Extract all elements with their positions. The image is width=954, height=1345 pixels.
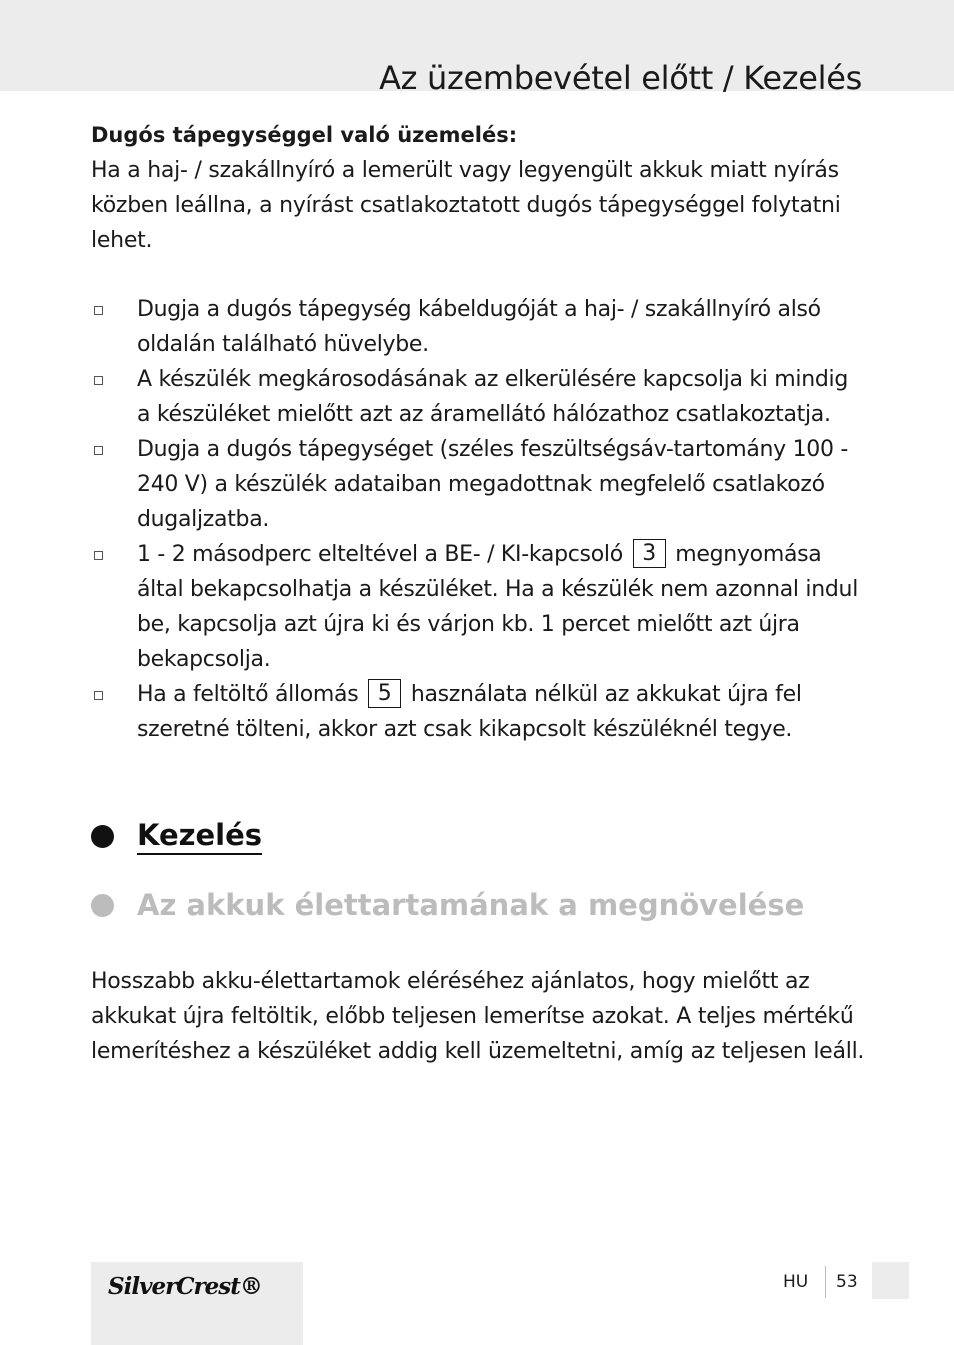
list-item-text-before: Ha a feltöltő állomás (137, 682, 359, 707)
list-item-text-after: használata nélkül az akkukat újra fel szeretné tölteni, akkor azt csak kikapcsolt készüléknél tegye. (137, 682, 802, 742)
page-number: 53 (836, 1272, 858, 1292)
brand-logo: SilverCrest® (108, 1273, 262, 1300)
page-title: Az üzembevétel előtt / Kezelés (379, 59, 862, 98)
footer-divider (825, 1266, 826, 1298)
list-item (91, 432, 866, 537)
checkbox-bullet-icon (94, 306, 103, 315)
section-subheading: Dugós tápegységgel való üzemelés: (91, 123, 518, 147)
checkbox-bullet-icon (94, 446, 103, 455)
part-reference-badge: 5 (368, 679, 401, 708)
battery-life-heading (91, 888, 804, 922)
part-reference-badge: 3 (633, 539, 666, 568)
language-code: HU (783, 1272, 809, 1292)
footer-tab-marker (872, 1262, 909, 1299)
operation-heading (91, 818, 262, 855)
list-item (91, 677, 866, 747)
instruction-list (91, 292, 866, 747)
page-header (0, 0, 954, 98)
list-item-text-after: megnyomása által bekapcsolhatja a készüléket. Ha a készülék nem azonnal indul be, kapcsolja azt újra ki és várjon kb. 1 percet mielőtt azt újra bekapcsolja. (137, 542, 859, 672)
list-item-text: A készülék megkárosodásának az elkerülésére kapcsolja ki mindig a készüléket mielőtt azt az áramellátó hálózathoz csatlakoztatja. (137, 367, 849, 427)
checkbox-bullet-icon (94, 691, 103, 700)
list-item (91, 537, 866, 677)
list-item-text-before: 1 - 2 másodperc elteltével a BE- / KI-kapcsoló (137, 542, 623, 567)
battery-life-heading-label: Az akkuk élettartamának a megnövelése (137, 888, 805, 922)
brand-logo-box (91, 1262, 303, 1345)
list-item-text: Dugja a dugós tápegység kábeldugóját a haj- / szakállnyíró alsó oldalán található hüvelybe. (137, 297, 821, 357)
checkbox-bullet-icon (94, 551, 103, 560)
checkbox-bullet-icon (94, 376, 103, 385)
bullet-dot-icon (91, 894, 114, 917)
list-item (91, 362, 866, 432)
battery-life-paragraph: Hosszabb akku-élettartamok eléréséhez ajánlatos, hogy mielőtt az akkukat újra feltöltik, előbb teljesen lemerítse azokat. A teljes mértékű lemerítéshez a készüléket addig kell üzemeltetni, amíg az teljesen leáll. (91, 969, 865, 1064)
list-item-text: Dugja a dugós tápegységet (széles feszültségsáv-tartomány 100 - 240 V) a készülék adataiban megadottnak megfelelő csatlakozó dugaljzatba. (137, 437, 849, 532)
list-item (91, 292, 866, 362)
bullet-dot-icon (91, 825, 114, 848)
intro-paragraph: Ha a haj- / szakállnyíró a lemerült vagy legyengült akkuk miatt nyírás közben leállna, a nyírást csatlakoztatott dugós tápegységgel folytatni lehet. (91, 158, 841, 253)
power-supply-section (91, 118, 866, 747)
operation-heading-label: Kezelés (137, 818, 262, 855)
